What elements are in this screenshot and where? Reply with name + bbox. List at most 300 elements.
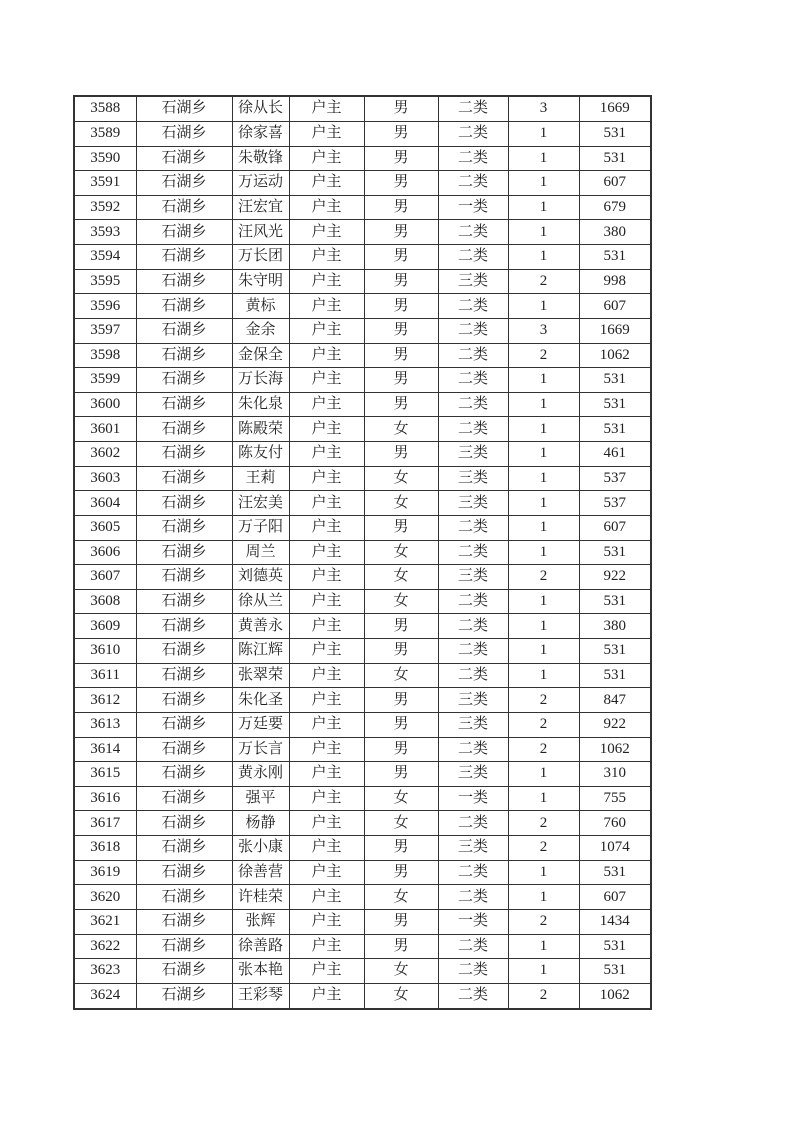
name-cell: 朱化泉 xyxy=(232,392,289,417)
name-cell: 朱化圣 xyxy=(232,688,289,713)
count-cell: 1 xyxy=(508,294,579,319)
gender-cell: 男 xyxy=(364,836,438,861)
table-row xyxy=(74,983,651,1009)
count-cell: 2 xyxy=(508,343,579,368)
township-cell: 石湖乡 xyxy=(136,269,232,294)
relation-cell: 户主 xyxy=(289,934,364,959)
gender-cell: 女 xyxy=(364,491,438,516)
category-cell: 二类 xyxy=(438,885,508,910)
count-cell: 3 xyxy=(508,318,579,343)
name-cell: 汪宏宜 xyxy=(232,195,289,220)
row-id-cell: 3589 xyxy=(74,121,136,146)
row-id-cell: 3607 xyxy=(74,565,136,590)
township-cell: 石湖乡 xyxy=(136,245,232,270)
row-id-cell: 3622 xyxy=(74,934,136,959)
category-cell: 二类 xyxy=(438,368,508,393)
township-cell: 石湖乡 xyxy=(136,195,232,220)
township-cell: 石湖乡 xyxy=(136,589,232,614)
amount-cell: 847 xyxy=(579,688,651,713)
gender-cell: 男 xyxy=(364,688,438,713)
category-cell: 一类 xyxy=(438,786,508,811)
table-row xyxy=(74,417,651,442)
relation-cell: 户主 xyxy=(289,811,364,836)
count-cell: 1 xyxy=(508,220,579,245)
township-cell: 石湖乡 xyxy=(136,836,232,861)
table-row xyxy=(74,442,651,467)
township-cell: 石湖乡 xyxy=(136,343,232,368)
name-cell: 万子阳 xyxy=(232,515,289,540)
count-cell: 1 xyxy=(508,959,579,984)
name-cell: 陈殿荣 xyxy=(232,417,289,442)
table-row xyxy=(74,368,651,393)
relation-cell: 户主 xyxy=(289,343,364,368)
township-cell: 石湖乡 xyxy=(136,540,232,565)
category-cell: 二类 xyxy=(438,663,508,688)
count-cell: 1 xyxy=(508,417,579,442)
gender-cell: 男 xyxy=(364,318,438,343)
row-id-cell: 3621 xyxy=(74,909,136,934)
amount-cell: 1062 xyxy=(579,983,651,1009)
name-cell: 金保全 xyxy=(232,343,289,368)
relation-cell: 户主 xyxy=(289,121,364,146)
table-row xyxy=(74,96,651,121)
table-row xyxy=(74,171,651,196)
table-row xyxy=(74,663,651,688)
row-id-cell: 3588 xyxy=(74,96,136,121)
township-cell: 石湖乡 xyxy=(136,762,232,787)
category-cell: 二类 xyxy=(438,343,508,368)
category-cell: 二类 xyxy=(438,515,508,540)
gender-cell: 男 xyxy=(364,368,438,393)
gender-cell: 男 xyxy=(364,712,438,737)
row-id-cell: 3603 xyxy=(74,466,136,491)
amount-cell: 380 xyxy=(579,614,651,639)
category-cell: 二类 xyxy=(438,589,508,614)
category-cell: 二类 xyxy=(438,811,508,836)
relation-cell: 户主 xyxy=(289,663,364,688)
row-id-cell: 3602 xyxy=(74,442,136,467)
row-id-cell: 3597 xyxy=(74,318,136,343)
count-cell: 1 xyxy=(508,442,579,467)
amount-cell: 531 xyxy=(579,639,651,664)
table-row xyxy=(74,688,651,713)
township-cell: 石湖乡 xyxy=(136,934,232,959)
table-row xyxy=(74,220,651,245)
gender-cell: 女 xyxy=(364,885,438,910)
table-row xyxy=(74,491,651,516)
amount-cell: 537 xyxy=(579,491,651,516)
count-cell: 3 xyxy=(508,96,579,121)
row-id-cell: 3594 xyxy=(74,245,136,270)
row-id-cell: 3590 xyxy=(74,146,136,171)
township-cell: 石湖乡 xyxy=(136,146,232,171)
category-cell: 三类 xyxy=(438,762,508,787)
gender-cell: 男 xyxy=(364,639,438,664)
row-id-cell: 3593 xyxy=(74,220,136,245)
township-cell: 石湖乡 xyxy=(136,860,232,885)
gender-cell: 男 xyxy=(364,860,438,885)
row-id-cell: 3619 xyxy=(74,860,136,885)
relation-cell: 户主 xyxy=(289,885,364,910)
count-cell: 1 xyxy=(508,589,579,614)
count-cell: 2 xyxy=(508,269,579,294)
category-cell: 二类 xyxy=(438,417,508,442)
row-id-cell: 3601 xyxy=(74,417,136,442)
gender-cell: 女 xyxy=(364,417,438,442)
relation-cell: 户主 xyxy=(289,368,364,393)
relation-cell: 户主 xyxy=(289,294,364,319)
relation-cell: 户主 xyxy=(289,959,364,984)
row-id-cell: 3598 xyxy=(74,343,136,368)
row-id-cell: 3611 xyxy=(74,663,136,688)
category-cell: 二类 xyxy=(438,860,508,885)
township-cell: 石湖乡 xyxy=(136,121,232,146)
gender-cell: 女 xyxy=(364,983,438,1009)
count-cell: 2 xyxy=(508,983,579,1009)
table-row xyxy=(74,762,651,787)
township-cell: 石湖乡 xyxy=(136,786,232,811)
gender-cell: 女 xyxy=(364,786,438,811)
count-cell: 1 xyxy=(508,934,579,959)
relation-cell: 户主 xyxy=(289,318,364,343)
amount-cell: 922 xyxy=(579,565,651,590)
township-cell: 石湖乡 xyxy=(136,318,232,343)
table-row xyxy=(74,811,651,836)
table-row xyxy=(74,515,651,540)
gender-cell: 女 xyxy=(364,565,438,590)
table-row xyxy=(74,860,651,885)
table-row xyxy=(74,245,651,270)
relation-cell: 户主 xyxy=(289,392,364,417)
name-cell: 许桂荣 xyxy=(232,885,289,910)
count-cell: 1 xyxy=(508,171,579,196)
name-cell: 周兰 xyxy=(232,540,289,565)
township-cell: 石湖乡 xyxy=(136,639,232,664)
row-id-cell: 3624 xyxy=(74,983,136,1009)
township-cell: 石湖乡 xyxy=(136,959,232,984)
name-cell: 强平 xyxy=(232,786,289,811)
row-id-cell: 3612 xyxy=(74,688,136,713)
name-cell: 金余 xyxy=(232,318,289,343)
township-cell: 石湖乡 xyxy=(136,737,232,762)
name-cell: 万运动 xyxy=(232,171,289,196)
registry-table-body xyxy=(74,96,651,1009)
relation-cell: 户主 xyxy=(289,466,364,491)
table-row xyxy=(74,466,651,491)
category-cell: 一类 xyxy=(438,195,508,220)
count-cell: 1 xyxy=(508,392,579,417)
count-cell: 2 xyxy=(508,688,579,713)
township-cell: 石湖乡 xyxy=(136,220,232,245)
relation-cell: 户主 xyxy=(289,909,364,934)
count-cell: 1 xyxy=(508,885,579,910)
relation-cell: 户主 xyxy=(289,983,364,1009)
township-cell: 石湖乡 xyxy=(136,368,232,393)
table-row xyxy=(74,909,651,934)
amount-cell: 531 xyxy=(579,959,651,984)
resident-registry-table xyxy=(73,95,652,1010)
relation-cell: 户主 xyxy=(289,688,364,713)
table-row xyxy=(74,318,651,343)
amount-cell: 1669 xyxy=(579,96,651,121)
relation-cell: 户主 xyxy=(289,220,364,245)
relation-cell: 户主 xyxy=(289,269,364,294)
table-row xyxy=(74,195,651,220)
township-cell: 石湖乡 xyxy=(136,811,232,836)
name-cell: 朱守明 xyxy=(232,269,289,294)
amount-cell: 537 xyxy=(579,466,651,491)
category-cell: 二类 xyxy=(438,983,508,1009)
row-id-cell: 3592 xyxy=(74,195,136,220)
name-cell: 万长言 xyxy=(232,737,289,762)
amount-cell: 531 xyxy=(579,392,651,417)
amount-cell: 1434 xyxy=(579,909,651,934)
category-cell: 二类 xyxy=(438,737,508,762)
category-cell: 二类 xyxy=(438,392,508,417)
row-id-cell: 3616 xyxy=(74,786,136,811)
township-cell: 石湖乡 xyxy=(136,294,232,319)
township-cell: 石湖乡 xyxy=(136,909,232,934)
name-cell: 徐家喜 xyxy=(232,121,289,146)
amount-cell: 679 xyxy=(579,195,651,220)
township-cell: 石湖乡 xyxy=(136,491,232,516)
category-cell: 二类 xyxy=(438,96,508,121)
amount-cell: 531 xyxy=(579,860,651,885)
category-cell: 二类 xyxy=(438,245,508,270)
row-id-cell: 3600 xyxy=(74,392,136,417)
amount-cell: 380 xyxy=(579,220,651,245)
table-row xyxy=(74,836,651,861)
township-cell: 石湖乡 xyxy=(136,392,232,417)
count-cell: 1 xyxy=(508,491,579,516)
count-cell: 1 xyxy=(508,614,579,639)
category-cell: 三类 xyxy=(438,565,508,590)
category-cell: 二类 xyxy=(438,146,508,171)
township-cell: 石湖乡 xyxy=(136,885,232,910)
gender-cell: 男 xyxy=(364,171,438,196)
township-cell: 石湖乡 xyxy=(136,171,232,196)
row-id-cell: 3620 xyxy=(74,885,136,910)
count-cell: 1 xyxy=(508,245,579,270)
gender-cell: 男 xyxy=(364,121,438,146)
name-cell: 杨静 xyxy=(232,811,289,836)
name-cell: 汪宏美 xyxy=(232,491,289,516)
row-id-cell: 3623 xyxy=(74,959,136,984)
township-cell: 石湖乡 xyxy=(136,688,232,713)
amount-cell: 461 xyxy=(579,442,651,467)
gender-cell: 男 xyxy=(364,343,438,368)
name-cell: 王彩琴 xyxy=(232,983,289,1009)
name-cell: 徐从兰 xyxy=(232,589,289,614)
relation-cell: 户主 xyxy=(289,786,364,811)
category-cell: 二类 xyxy=(438,171,508,196)
table-row xyxy=(74,565,651,590)
amount-cell: 607 xyxy=(579,885,651,910)
count-cell: 2 xyxy=(508,811,579,836)
table-row xyxy=(74,589,651,614)
category-cell: 二类 xyxy=(438,639,508,664)
amount-cell: 998 xyxy=(579,269,651,294)
row-id-cell: 3595 xyxy=(74,269,136,294)
gender-cell: 女 xyxy=(364,540,438,565)
township-cell: 石湖乡 xyxy=(136,515,232,540)
category-cell: 二类 xyxy=(438,959,508,984)
amount-cell: 531 xyxy=(579,540,651,565)
township-cell: 石湖乡 xyxy=(136,614,232,639)
count-cell: 1 xyxy=(508,515,579,540)
relation-cell: 户主 xyxy=(289,96,364,121)
count-cell: 2 xyxy=(508,712,579,737)
township-cell: 石湖乡 xyxy=(136,712,232,737)
relation-cell: 户主 xyxy=(289,639,364,664)
row-id-cell: 3596 xyxy=(74,294,136,319)
gender-cell: 男 xyxy=(364,269,438,294)
name-cell: 朱敬锋 xyxy=(232,146,289,171)
gender-cell: 女 xyxy=(364,466,438,491)
relation-cell: 户主 xyxy=(289,417,364,442)
name-cell: 汪风光 xyxy=(232,220,289,245)
amount-cell: 760 xyxy=(579,811,651,836)
amount-cell: 922 xyxy=(579,712,651,737)
category-cell: 二类 xyxy=(438,121,508,146)
relation-cell: 户主 xyxy=(289,589,364,614)
relation-cell: 户主 xyxy=(289,762,364,787)
table-row xyxy=(74,934,651,959)
amount-cell: 1669 xyxy=(579,318,651,343)
name-cell: 张辉 xyxy=(232,909,289,934)
amount-cell: 607 xyxy=(579,171,651,196)
township-cell: 石湖乡 xyxy=(136,466,232,491)
gender-cell: 女 xyxy=(364,663,438,688)
amount-cell: 1062 xyxy=(579,343,651,368)
category-cell: 二类 xyxy=(438,318,508,343)
township-cell: 石湖乡 xyxy=(136,442,232,467)
table-row xyxy=(74,959,651,984)
name-cell: 徐善营 xyxy=(232,860,289,885)
name-cell: 黄标 xyxy=(232,294,289,319)
count-cell: 1 xyxy=(508,368,579,393)
name-cell: 万长团 xyxy=(232,245,289,270)
table-row xyxy=(74,712,651,737)
table-row xyxy=(74,737,651,762)
count-cell: 2 xyxy=(508,836,579,861)
count-cell: 1 xyxy=(508,762,579,787)
table-row xyxy=(74,294,651,319)
amount-cell: 531 xyxy=(579,417,651,442)
name-cell: 徐从长 xyxy=(232,96,289,121)
table-row xyxy=(74,269,651,294)
category-cell: 二类 xyxy=(438,540,508,565)
table-row xyxy=(74,146,651,171)
table-row xyxy=(74,639,651,664)
name-cell: 刘德英 xyxy=(232,565,289,590)
relation-cell: 户主 xyxy=(289,245,364,270)
name-cell: 张本艳 xyxy=(232,959,289,984)
count-cell: 1 xyxy=(508,663,579,688)
gender-cell: 男 xyxy=(364,96,438,121)
category-cell: 三类 xyxy=(438,712,508,737)
relation-cell: 户主 xyxy=(289,737,364,762)
amount-cell: 531 xyxy=(579,121,651,146)
count-cell: 2 xyxy=(508,909,579,934)
category-cell: 三类 xyxy=(438,688,508,713)
amount-cell: 607 xyxy=(579,515,651,540)
amount-cell: 755 xyxy=(579,786,651,811)
count-cell: 2 xyxy=(508,737,579,762)
name-cell: 徐善路 xyxy=(232,934,289,959)
name-cell: 万长海 xyxy=(232,368,289,393)
gender-cell: 女 xyxy=(364,811,438,836)
relation-cell: 户主 xyxy=(289,860,364,885)
row-id-cell: 3591 xyxy=(74,171,136,196)
relation-cell: 户主 xyxy=(289,836,364,861)
row-id-cell: 3605 xyxy=(74,515,136,540)
gender-cell: 男 xyxy=(364,442,438,467)
row-id-cell: 3610 xyxy=(74,639,136,664)
gender-cell: 男 xyxy=(364,294,438,319)
gender-cell: 男 xyxy=(364,909,438,934)
table-row xyxy=(74,614,651,639)
count-cell: 1 xyxy=(508,466,579,491)
gender-cell: 男 xyxy=(364,220,438,245)
township-cell: 石湖乡 xyxy=(136,565,232,590)
township-cell: 石湖乡 xyxy=(136,96,232,121)
relation-cell: 户主 xyxy=(289,171,364,196)
count-cell: 1 xyxy=(508,786,579,811)
table-row xyxy=(74,786,651,811)
count-cell: 1 xyxy=(508,540,579,565)
row-id-cell: 3604 xyxy=(74,491,136,516)
row-id-cell: 3613 xyxy=(74,712,136,737)
relation-cell: 户主 xyxy=(289,712,364,737)
row-id-cell: 3617 xyxy=(74,811,136,836)
township-cell: 石湖乡 xyxy=(136,663,232,688)
gender-cell: 男 xyxy=(364,146,438,171)
amount-cell: 310 xyxy=(579,762,651,787)
category-cell: 二类 xyxy=(438,294,508,319)
relation-cell: 户主 xyxy=(289,540,364,565)
township-cell: 石湖乡 xyxy=(136,417,232,442)
name-cell: 万廷要 xyxy=(232,712,289,737)
table-row xyxy=(74,121,651,146)
count-cell: 2 xyxy=(508,565,579,590)
name-cell: 黄善永 xyxy=(232,614,289,639)
amount-cell: 531 xyxy=(579,146,651,171)
category-cell: 三类 xyxy=(438,269,508,294)
relation-cell: 户主 xyxy=(289,195,364,220)
name-cell: 陈江辉 xyxy=(232,639,289,664)
amount-cell: 531 xyxy=(579,663,651,688)
table-row xyxy=(74,343,651,368)
category-cell: 三类 xyxy=(438,491,508,516)
category-cell: 三类 xyxy=(438,836,508,861)
name-cell: 黄永刚 xyxy=(232,762,289,787)
category-cell: 三类 xyxy=(438,466,508,491)
relation-cell: 户主 xyxy=(289,442,364,467)
category-cell: 二类 xyxy=(438,220,508,245)
gender-cell: 男 xyxy=(364,392,438,417)
category-cell: 三类 xyxy=(438,442,508,467)
relation-cell: 户主 xyxy=(289,565,364,590)
gender-cell: 女 xyxy=(364,589,438,614)
gender-cell: 男 xyxy=(364,195,438,220)
gender-cell: 男 xyxy=(364,737,438,762)
relation-cell: 户主 xyxy=(289,491,364,516)
gender-cell: 男 xyxy=(364,515,438,540)
amount-cell: 531 xyxy=(579,589,651,614)
row-id-cell: 3608 xyxy=(74,589,136,614)
count-cell: 1 xyxy=(508,121,579,146)
